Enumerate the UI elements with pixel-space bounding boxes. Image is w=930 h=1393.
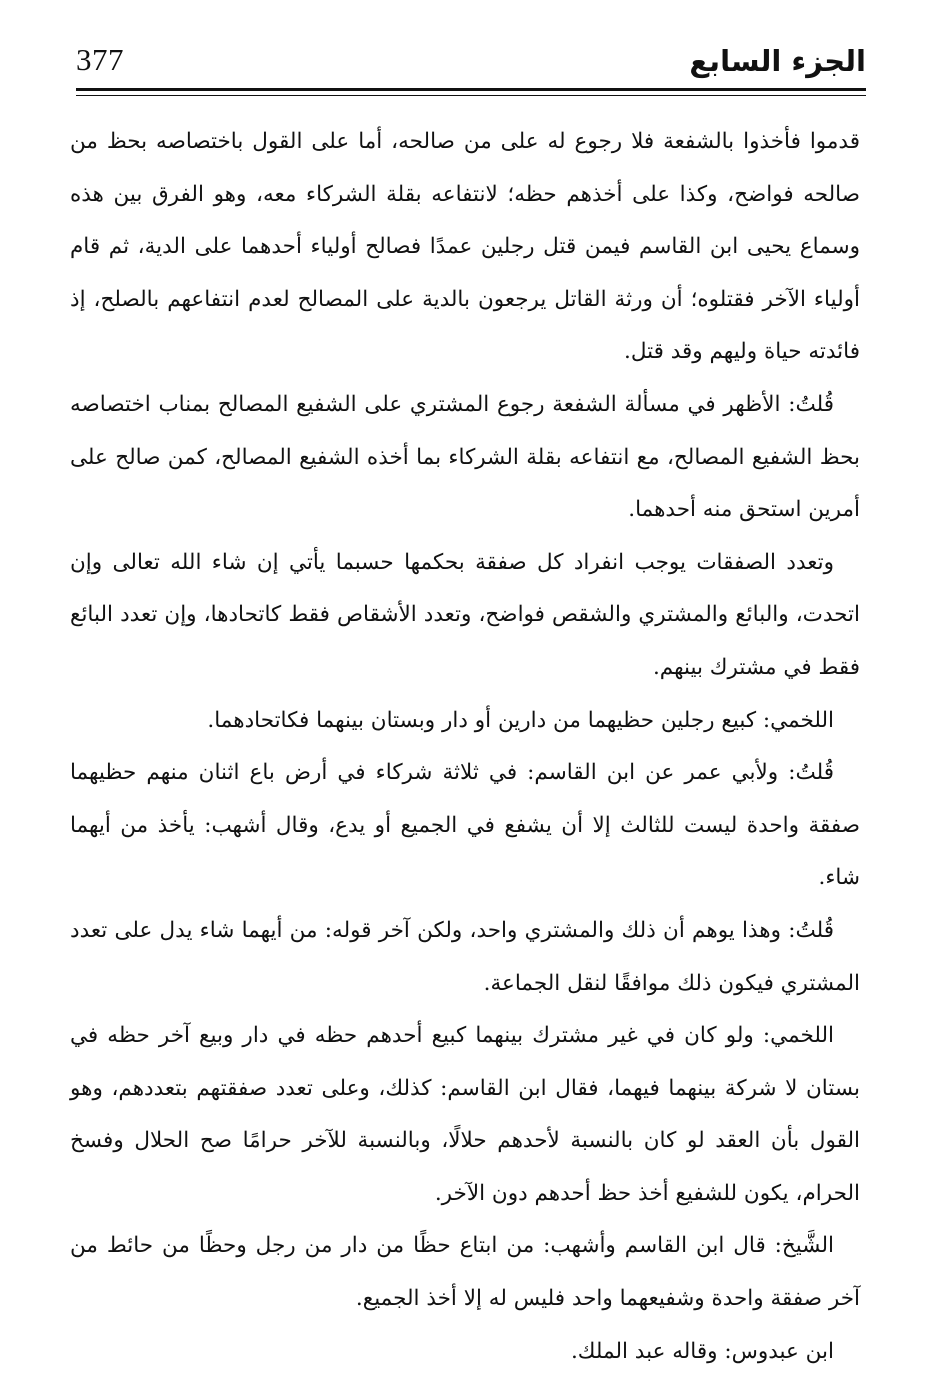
header-rule-thick: [76, 88, 866, 91]
running-title: الجزء السابع: [689, 44, 866, 78]
paragraph: اللخمي: ولو كان في غير مشترك بينهما كبيع أحدهم حظه في دار وبيع آخر حظه في بستان لا شركة بينهما فيهما، فقال ابن القاسم: كذلك، وعلى تعدد صفقتهم بتعددهم، وهو القول بأن العقد لو كان بالنسبة لأحدهم حلالًا، وبالنسبة للآخر حرامًا صح الحلال وفسخ الحرام، يكون للشفيع أخذ حظ أحدهم دون الآخر.: [70, 1023, 860, 1206]
paragraph: قدموا فأخذوا بالشفعة فلا رجوع له على من صالحه، أما على القول باختصاصه بحظ من صالحه فواضح، وكذا على أخذهم حظه؛ لانتفاعه بقلة الشركاء معه، وهو الفرق بين هذه وسماع يحيى ابن القاسم فيمن قتل رجلين عمدًا فصالح أولياء أحدهما على الدية، ثم قام أولياء الآخر فقتلوه؛ أن ورثة القاتل يرجعون بالدية على المصالح لعدم انتفاعهم بالصلح، إذ فائدته حياة وليهم وقد قتل.: [70, 129, 860, 365]
paragraph: قُلتُ: وهذا يوهم أن ذلك والمشتري واحد، ولكن آخر قوله: من أيهما شاء يدل على تعدد المشتري فيكون ذلك موافقًا لنقل الجماعة.: [70, 917, 860, 996]
paragraph: اللخمي: كبيع رجلين حظيهما من دارين أو دار وبستان بينهما فكاتحادهما.: [207, 707, 834, 733]
paragraph: وتعدد الصفقات يوجب انفراد كل صفقة بحكمها حسبما يأتي إن شاء الله تعالى وإن اتحدت، والبائع والمشتري والشقص فواضح، وتعدد الأشقاص فقط كاتحادها، وإن تعدد البائع فقط في مشترك بينهم.: [70, 549, 860, 680]
text-body: [70, 116, 860, 1378]
paragraph: قُلتُ: ولأبي عمر عن ابن القاسم: في ثلاثة شركاء في أرض باع اثنان منهم حظيهما صفقة واحدة ليست للثالث إلا أن يشفع في الجميع أو يدع، وقال أشهب: يأخذ من أيهما شاء.: [70, 760, 860, 891]
paragraph: الشَّيخ: قال ابن القاسم وأشهب: من ابتاع حظًا من دار من رجل وحظًا من حائط من آخر صفقة واحدة وشفيعهما واحد فليس له إلا أخذ الجميع.: [70, 1233, 860, 1312]
paragraph: ابن عبدوس: وقاله عبد الملك.: [570, 1338, 834, 1364]
page-header: [76, 38, 866, 88]
paragraph: قُلتُ: الأظهر في مسألة الشفعة رجوع المشتري على الشفيع المصالح بمناب اختصاصه بحظ الشفيع المصالح، مع انتفاعه بقلة الشركاء بما أخذه الشفيع المصالح، كمن صالح على أمرين استحق منه أحدهما.: [70, 391, 860, 523]
page-number: 377: [76, 42, 124, 77]
header-rule-thin: [76, 95, 866, 96]
